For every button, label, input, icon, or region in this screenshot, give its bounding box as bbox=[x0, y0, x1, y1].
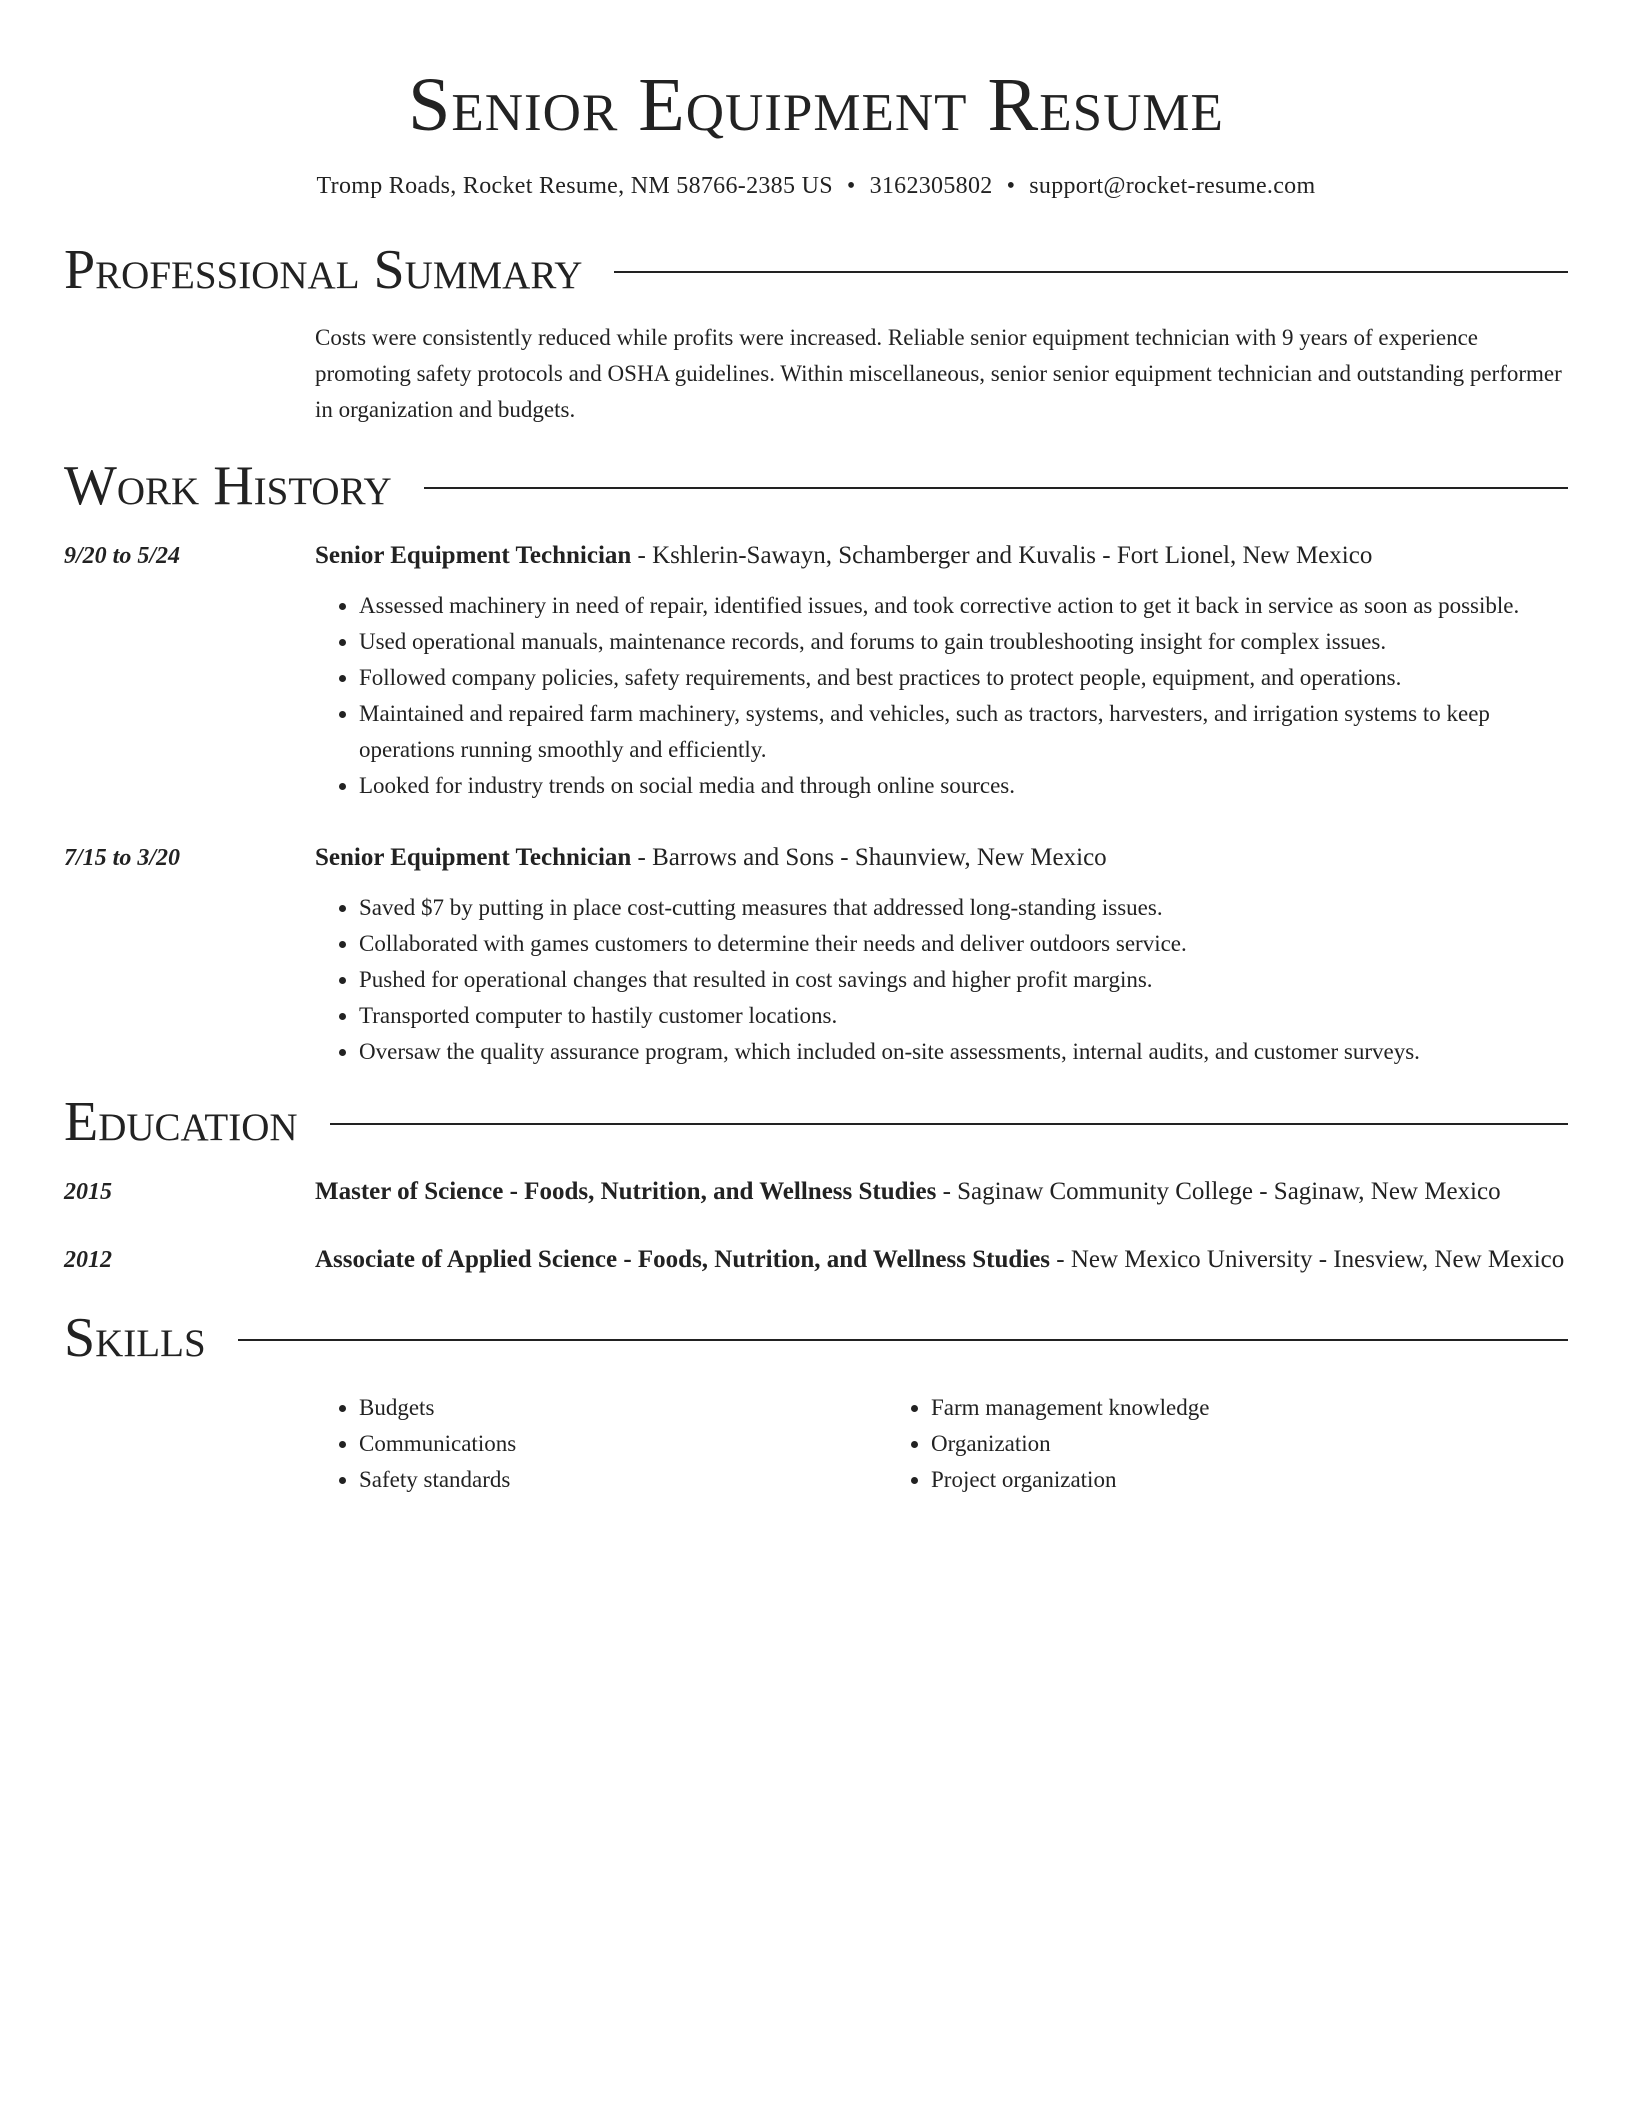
skills-section-header bbox=[64, 1306, 1568, 1370]
job-details: - Barrows and Sons - Shaunview, New Mexico bbox=[631, 844, 1107, 871]
job-dates: 9/20 to 5/24 bbox=[64, 543, 181, 569]
job-bullet: • Used operational manuals, maintenance records, and forums to gain troubleshooting insight for complex issues. bbox=[359, 624, 1568, 660]
education-degree: Associate of Applied Science - Foods, Nutrition, and Wellness Studies bbox=[315, 1246, 1051, 1273]
education-degree: Master of Science - Foods, Nutrition, and Wellness Studies bbox=[315, 1178, 937, 1205]
skill-item: • Communications bbox=[359, 1426, 887, 1462]
job-dates: 7/15 to 3/20 bbox=[64, 845, 181, 871]
section-divider bbox=[424, 487, 1568, 489]
skills-heading: Skills bbox=[64, 1307, 206, 1369]
section-divider bbox=[330, 1123, 1568, 1125]
job-details: - Kshlerin-Sawayn, Schamberger and Kuvalis - Fort Lionel, New Mexico bbox=[631, 542, 1373, 569]
skill-item: • Farm management knowledge bbox=[931, 1390, 1459, 1426]
skill-item: • Project organization bbox=[931, 1462, 1459, 1498]
skills-column-left bbox=[315, 1390, 887, 1498]
education-year: 2012 bbox=[64, 1247, 112, 1273]
summary-text: Costs were consistently reduced while profits were increased. Reliable senior equipment technician with 9 years of experience promoting safety protocols and OSHA guidelines. Within miscellaneous, senior senior equipment technician and outstanding performer in organization and budgets. bbox=[315, 325, 1562, 422]
section-divider bbox=[614, 271, 1568, 273]
job-bullet: • Pushed for operational changes that resulted in cost savings and higher profit margins. bbox=[359, 962, 1568, 998]
contact-phone: 3162305802 bbox=[869, 173, 993, 199]
job-title: Senior Equipment Technician bbox=[315, 844, 632, 871]
education-entry bbox=[64, 1240, 1568, 1280]
skills-column-right bbox=[887, 1390, 1459, 1498]
job-bullet: • Oversaw the quality assurance program, which included on-site assessments, internal audits, and customer surveys. bbox=[359, 1034, 1568, 1070]
skill-item: • Safety standards bbox=[359, 1462, 887, 1498]
education-heading: Education bbox=[64, 1091, 298, 1153]
resume-page bbox=[64, 0, 1568, 1498]
education-details: - Saginaw Community College - Saginaw, New Mexico bbox=[936, 1178, 1501, 1205]
education-details: - New Mexico University - Inesview, New Mexico bbox=[1050, 1246, 1565, 1273]
section-divider bbox=[238, 1339, 1568, 1341]
job-bullet: • Looked for industry trends on social media and through online sources. bbox=[359, 768, 1568, 804]
work-heading: Work History bbox=[64, 455, 392, 517]
job-bullet: • Assessed machinery in need of repair, identified issues, and took corrective action to get it back in service as soon as possible. bbox=[359, 588, 1568, 624]
contact-line bbox=[64, 170, 1568, 202]
job-bullet: • Transported computer to hastily customer locations. bbox=[359, 998, 1568, 1034]
job-bullets bbox=[315, 588, 1568, 804]
education-entry bbox=[64, 1172, 1568, 1212]
work-section-header bbox=[64, 454, 1568, 518]
summary-heading: Professional Summary bbox=[64, 239, 583, 301]
job-bullet: • Maintained and repaired farm machinery, systems, and vehicles, such as tractors, harvesters, and irrigation systems to keep operations running smoothly and efficiently. bbox=[359, 696, 1568, 768]
skill-item: • Budgets bbox=[359, 1390, 887, 1426]
education-section-header bbox=[64, 1090, 1568, 1154]
job-entry bbox=[64, 536, 1568, 804]
skills-list bbox=[315, 1390, 1568, 1498]
job-bullet: • Saved $7 by putting in place cost-cutting measures that addressed long-standing issues. bbox=[359, 890, 1568, 926]
job-bullet: • Followed company policies, safety requirements, and best practices to protect people, equipment, and operations. bbox=[359, 660, 1568, 696]
contact-email: support@rocket-resume.com bbox=[1029, 173, 1316, 199]
contact-separator: • bbox=[1006, 173, 1016, 199]
contact-address: Tromp Roads, Rocket Resume, NM 58766-2385 US bbox=[316, 173, 833, 199]
job-title: Senior Equipment Technician bbox=[315, 542, 632, 569]
resume-title: Senior Equipment Resume bbox=[408, 63, 1224, 147]
skill-item: • Organization bbox=[931, 1426, 1459, 1462]
job-bullets bbox=[315, 890, 1568, 1070]
job-bullet: • Collaborated with games customers to determine their needs and deliver outdoors service. bbox=[359, 926, 1568, 962]
job-entry bbox=[64, 838, 1568, 1070]
contact-separator: • bbox=[846, 173, 856, 199]
education-year: 2015 bbox=[64, 1179, 112, 1205]
summary-section-header bbox=[64, 238, 1568, 302]
